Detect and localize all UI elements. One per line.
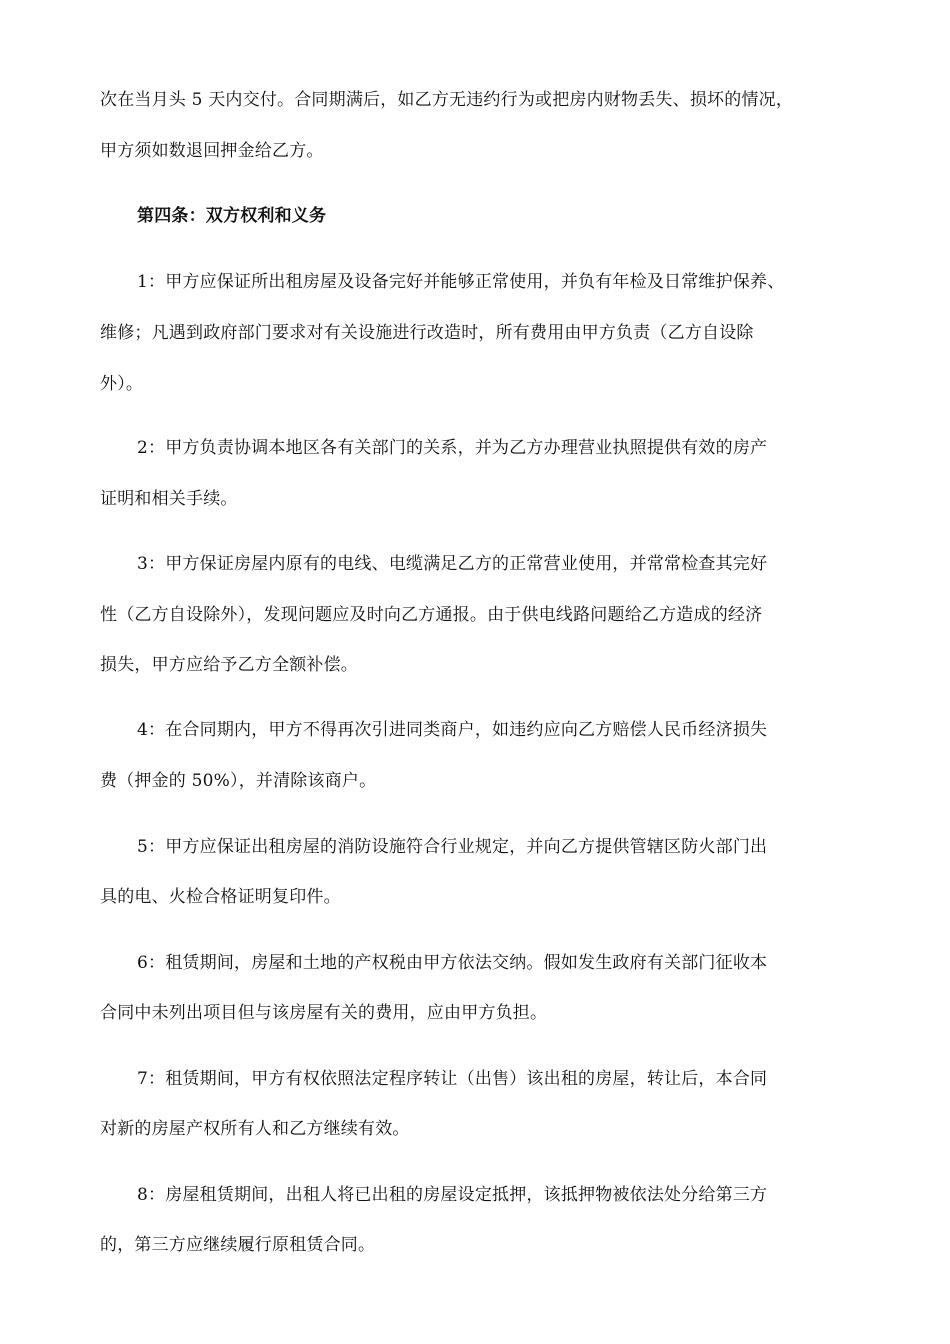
clause-1-line-3: 外）。 (100, 374, 144, 394)
clause-6-line-2: 合同中未列出项目但与该房屋有关的费用，应由甲方负担。 (100, 1003, 548, 1023)
clause-3-line-1: 3：甲方保证房屋内原有的电线、电缆满足乙方的正常营业使用，并常常检查其完好 (137, 554, 768, 574)
clause-4-line-2: 费（押金的 50%），并清除该商户。 (100, 771, 377, 791)
clause-5-line-1: 5：甲方应保证出租房屋的消防设施符合行业规定，并向乙方提供管辖区防火部门出 (137, 837, 768, 857)
intro-line-1: 次在当月头 5 天内交付。合同期满后，如乙方无违约行为或把房内财物丢失、损坏的情况， (100, 90, 794, 110)
clause-5-line-2: 具的电、火检合格证明复印件。 (100, 887, 341, 907)
clause-3-line-3: 损失，甲方应给予乙方全额补偿。 (100, 655, 358, 675)
clause-6-line-1: 6：租赁期间，房屋和土地的产权税由甲方依法交纳。假如发生政府有关部门征收本 (137, 953, 768, 973)
intro-line-2: 甲方须如数退回押金给乙方。 (100, 141, 324, 161)
clause-3-line-2: 性（乙方自设除外），发现问题应及时向乙方通报。由于供电线路问题给乙方造成的经济 (100, 605, 763, 625)
clause-2-line-2: 证明和相关手续。 (100, 489, 238, 509)
clause-4-line-1: 4：在合同期内，甲方不得再次引进同类商户，如违约应向乙方赔偿人民币经济损失 (137, 720, 768, 740)
clause-8-line-2: 的，第三方应继续履行原租赁合同。 (100, 1235, 376, 1255)
section-heading: 第四条：双方权利和义务 (137, 206, 327, 226)
clause-1-line-1: 1：甲方应保证所出租房屋及设备完好并能够正常使用，并负有年检及日常维护保养、 (137, 272, 785, 292)
clause-8-line-1: 8：房屋租赁期间，出租人将已出租的房屋设定抵押，该抵押物被依法处分给第三方 (137, 1185, 768, 1205)
clause-7-line-2: 对新的房屋产权所有人和乙方继续有效。 (100, 1119, 410, 1139)
clause-1-line-2: 维修；凡遇到政府部门要求对有关设施进行改造时，所有费用由甲方负责（乙方自设除 (100, 323, 754, 343)
clause-2-line-1: 2：甲方负责协调本地区各有关部门的关系，并为乙方办理营业执照提供有效的房产 (137, 438, 768, 458)
clause-7-line-1: 7：租赁期间，甲方有权依照法定程序转让（出售）该出租的房屋，转让后，本合同 (137, 1069, 768, 1089)
